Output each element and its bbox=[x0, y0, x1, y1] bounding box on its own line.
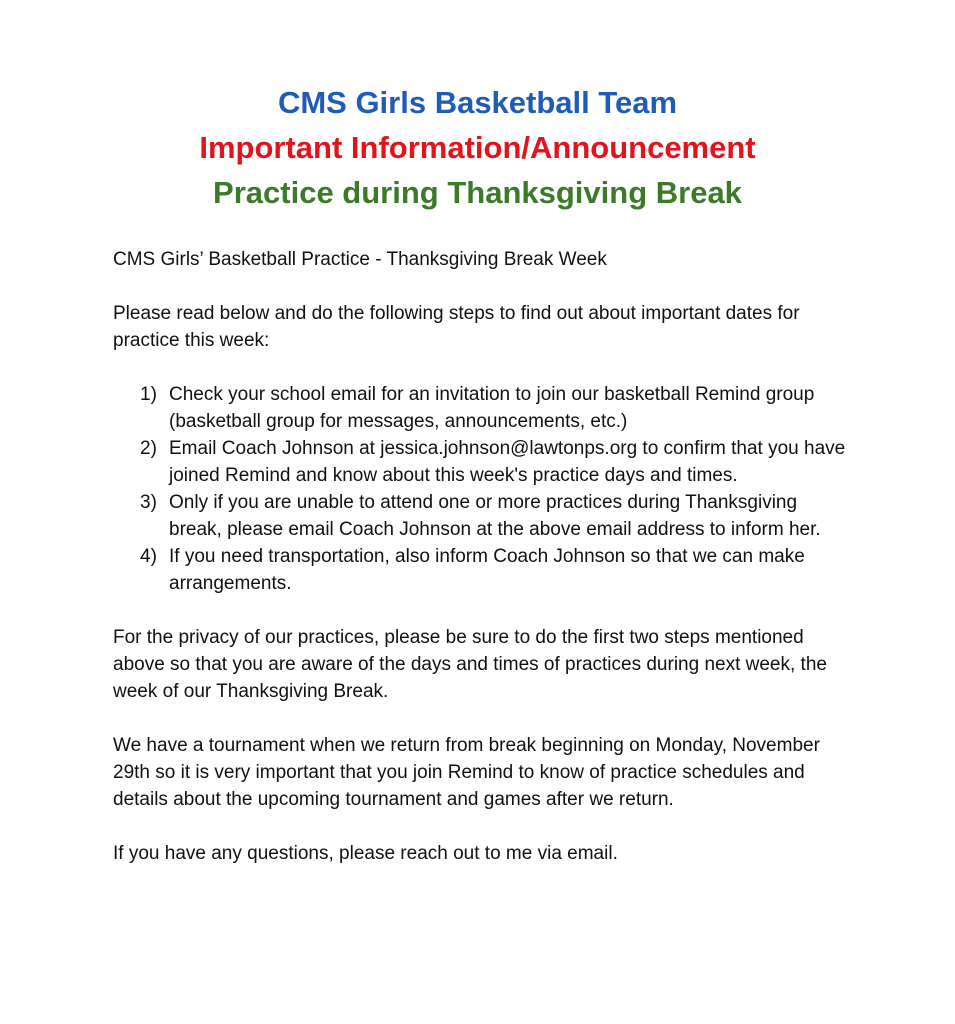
announcement-body bbox=[113, 246, 853, 867]
team-title: CMS Girls Basketball Team bbox=[277, 85, 678, 120]
step-text: Email Coach Johnson at jessica.johnson@lawtonps.org to confirm that you have joined Remind and know about this week's practice days and times. bbox=[169, 438, 846, 486]
step-number: 4) bbox=[140, 546, 157, 567]
list-item bbox=[113, 381, 853, 435]
tournament-paragraph: We have a tournament when we return from break beginning on Monday, November 29th so it is very important that you join Remind to know of practice schedules and details about the upcoming tournament and games after we return. bbox=[113, 735, 820, 810]
announcement-subtitle: Important Information/Announcement bbox=[199, 130, 756, 165]
step-number: 1) bbox=[140, 384, 157, 405]
list-item bbox=[113, 489, 853, 543]
step-text: Only if you are unable to attend one or more practices during Thanksgiving break, please email Coach Johnson at the above email address to inform her. bbox=[169, 492, 821, 540]
intro-paragraph: Please read below and do the following steps to find out about important dates for practice this week: bbox=[113, 303, 800, 351]
practice-topic-title: Practice during Thanksgiving Break bbox=[213, 175, 742, 210]
title-block bbox=[0, 80, 955, 215]
steps-list bbox=[113, 381, 853, 597]
step-text: Check your school email for an invitation to join our basketball Remind group (basketball group for messages, announcements, etc.) bbox=[169, 384, 815, 432]
closing-paragraph: If you have any questions, please reach out to me via email. bbox=[113, 843, 618, 864]
step-number: 3) bbox=[140, 492, 157, 513]
step-text: If you need transportation, also inform Coach Johnson so that we can make arrangements. bbox=[169, 546, 805, 594]
list-item bbox=[113, 543, 853, 597]
step-number: 2) bbox=[140, 438, 157, 459]
list-item bbox=[113, 435, 853, 489]
practice-heading: CMS Girls’ Basketball Practice - Thanksgiving Break Week bbox=[113, 249, 607, 270]
privacy-paragraph: For the privacy of our practices, please be sure to do the first two steps mentioned above so that you are aware of the days and times of practices during next week, the week of our Thanksgiving Break. bbox=[113, 627, 827, 702]
